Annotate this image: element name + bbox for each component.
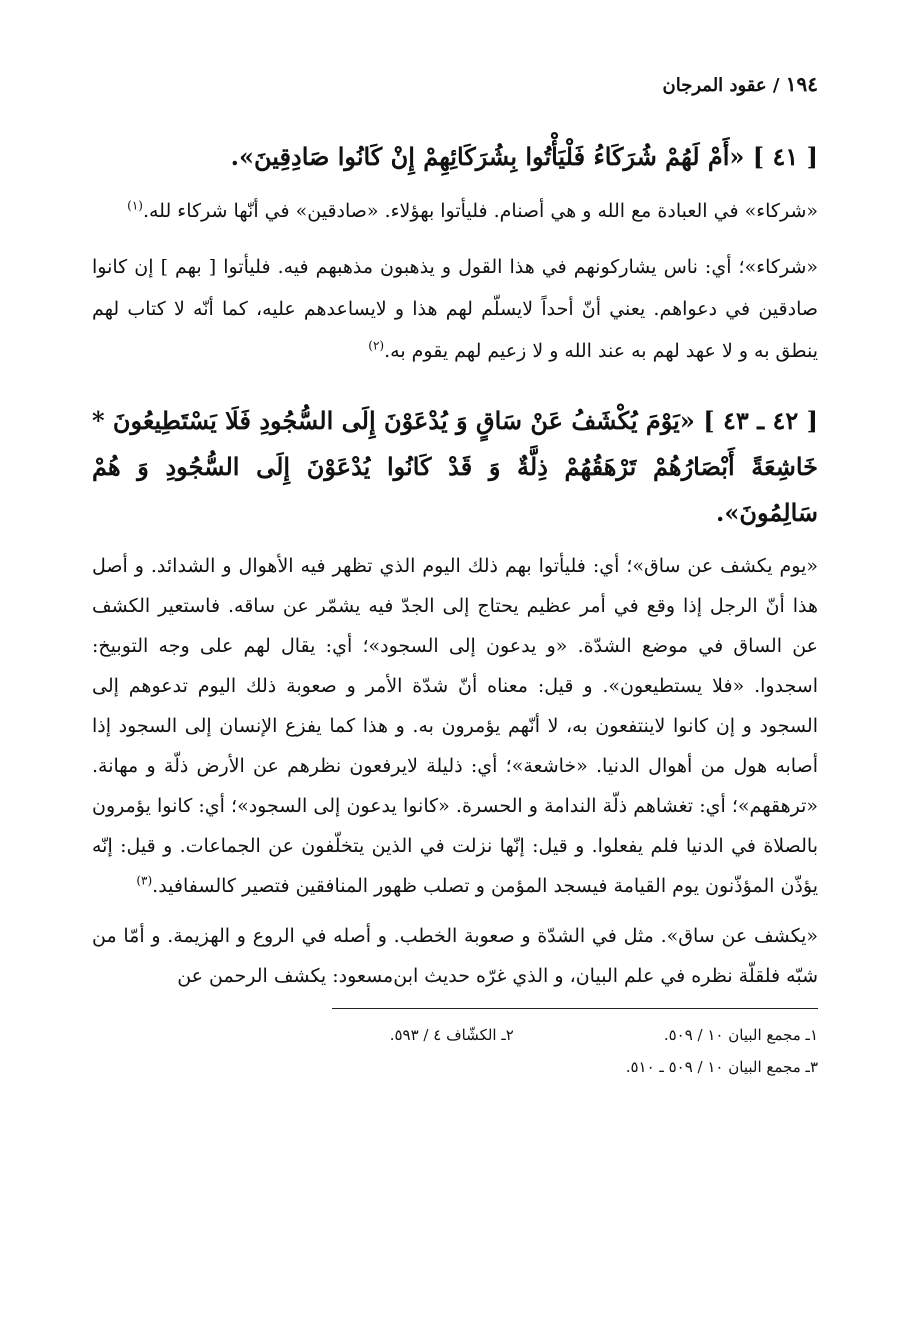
commentary-paragraph-3 — [92, 546, 818, 906]
commentary-paragraph-2 — [92, 246, 818, 372]
footnote-row — [92, 1019, 818, 1051]
verse-ref: [ ٤١ ] — [752, 142, 818, 171]
paragraph-text: «شركاء»؛ أي: ناس يشاركونهم في هذا القول و يذهبون مذهبهم فيه. فليأتوا [ بهم ] إن كانوا صادقين في دعواهم. يعني أنّ أحداً لايسلّم لهم هذا و لايساعدهم عليه، كما أنّه لا كتاب لهم ينطق به و لا عهد لهم به عند الله و لا زعيم لهم يقوم به. — [92, 256, 818, 362]
footnote-separator — [332, 1008, 818, 1009]
footnotes — [92, 1019, 818, 1083]
paragraph-text: «شركاء» في العبادة مع الله و هي أصنام. فليأتوا بهؤلاء. «صادقين» في أنّها شركاء لله. — [142, 200, 818, 222]
footnote-marker: (٣) — [136, 873, 153, 888]
verse-text: «يَوْمَ يُكْشَفُ عَنْ سَاقٍ وَ يُدْعَوْنَ إِلَى السُّجُودِ فَلَا يَسْتَطِيعُونَ * خَاشِعَةً أَبْصَارُهُمْ تَرْهَقُهُمْ ذِلَّةٌ وَ قَدْ كَانُوا يُدْعَوْنَ إِلَى السُّجُودِ وَ هُمْ سَالِمُونَ». — [92, 406, 818, 527]
running-header — [92, 70, 818, 98]
commentary-paragraph-4 — [92, 916, 818, 996]
book-title: عقود المرجان — [662, 75, 767, 96]
verse-42-43 — [92, 398, 818, 536]
footnote-marker: (١) — [127, 198, 143, 213]
document-page — [92, 70, 818, 1310]
header-separator: / — [772, 75, 780, 96]
footnote-2: ٢ـ الكشّاف ٤ / ٥٩٣. — [389, 1026, 514, 1044]
commentary-paragraph-1 — [92, 190, 818, 232]
paragraph-text: «يوم يكشف عن ساق»؛ أي: فليأتوا بهم ذلك اليوم الذي تظهر فيه الأهوال و الشدائد. و أصل هذا أنّ الرجل إذا وقع في أمر عظيم يحتاج إلى الجدّ فيه يشمّر عن ساقه. فاستعير الكشف عن الساق في موضع الشدّة. «و يدعون إلى السجود»؛ أي: يقال لهم على وجه التوبيخ: اسجدوا. «فلا يستطيعون». و قيل: معناه أنّ شدّة الأمر و صعوبة ذلك اليوم تدعوهم إلى السجود و إن كانوا لاينتفعون به، لا أنّهم يؤمرون به. و هذا كما يفزع الإنسان إلى السجود إذا أصابه هول من أهوال الدنيا. «خاشعة»؛ أي: ذليلة لايرفعون نظرهم عن الأرض ذلّة و مهانة. «ترهقهم»؛ أي: تغشاهم ذلّة الندامة و الحسرة. «كانوا يدعون إلى السجود»؛ أي: كانوا يؤمرون بالصلاة في الدنيا فلم يفعلوا. و قيل: إنّها نزلت في الذين يتخلّفون عن الجماعات. و قيل: إنّه يؤذّن المؤذّنون يوم القيامة فيسجد المؤمن و تصلب ظهور المنافقين فتصير كالسفافيد. — [92, 555, 818, 897]
page-number: ١٩٤ — [785, 72, 818, 96]
footnote-1: ١ـ مجمع البيان ١٠ / ٥٠٩. — [663, 1026, 818, 1044]
paragraph-text: «يكشف عن ساق». مثل في الشدّة و صعوبة الخطب. و أصله في الروع و الهزيمة. و أمّا من شبّه فلقلّة نظره في علم البيان، و الذي غرّه حديث ابن‌مسعود: يكشف الرحمن عن — [92, 925, 818, 987]
footnote-row — [92, 1051, 818, 1083]
footnote-3: ٣ـ مجمع البيان ١٠ / ٥٠٩ ـ ٥١٠. — [625, 1058, 818, 1076]
verse-41 — [92, 134, 818, 180]
verse-ref: [ ٤٢ ـ ٤٣ ] — [703, 406, 819, 435]
footnote-marker: (٢) — [368, 338, 385, 353]
verse-text: «أَمْ لَهُمْ شُرَكَاءُ فَلْيَأْتُوا بِشُرَكَائِهِمْ إِنْ كَانُوا صَادِقِينَ». — [230, 142, 745, 171]
